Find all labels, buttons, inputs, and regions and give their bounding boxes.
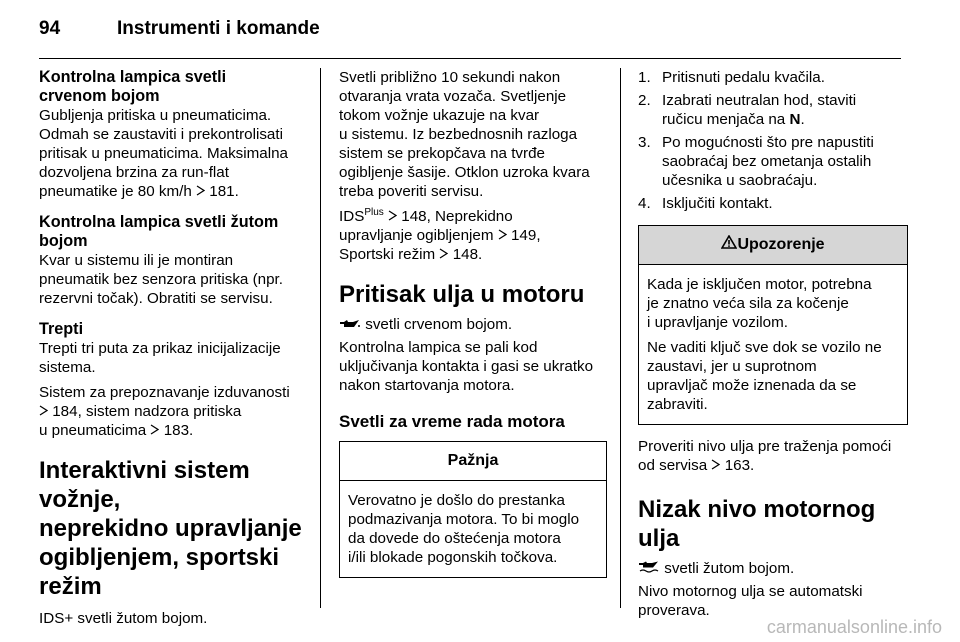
page-ref-link[interactable]: 183. [163, 422, 194, 439]
triangle-ref-icon [439, 248, 448, 259]
heading-interactive-driving: Interaktivni sistem vožnje, neprekidno upravljanje ogibljenjem, sportski režim [39, 457, 302, 600]
notice-body: Verovatno je došlo do prestanka podmazivanja motora. To bi moglo da dovede do oštećenja motora i/ili blokade pogonskih točkova. [348, 492, 580, 566]
page-title: Instrumenti i komande [117, 18, 320, 39]
page-header [39, 18, 320, 40]
paragraph-yellow-lamp: Kvar u sistemu ili je montiran pneumatik bez senzora pritiska (npr. rezervni točak). Obratiti se servisu. [39, 252, 283, 307]
paragraph-deflation-system: Sistem za prepoznavanje izduvanosti 184, sistem nadzora pritiska u pneumaticima 183. [39, 384, 290, 439]
list-item: 4. Isključiti kontakt. [638, 195, 773, 212]
oil-can-icon [339, 319, 361, 329]
warning-box [638, 225, 908, 425]
paragraph-low-oil-info: Nivo motornog ulja se automatski proverava. [638, 583, 863, 619]
list-item: 3. Po mogućnosti što pre napustiti saobraćaj bez ometanja ostalih učesnika u saobraćaju. [638, 134, 874, 189]
paragraph-blinks: Trepti tri puta za prikaz inicijalizacije sistema. [39, 340, 281, 376]
page-number: 94 [39, 18, 61, 39]
page-ref-link[interactable]: 181. [209, 183, 239, 200]
heading-oil-pressure: Pritisak ulja u motoru [339, 281, 585, 308]
watermark: carmanualsonline.info [766, 617, 942, 637]
warning-triangle-icon [721, 235, 737, 249]
page-ref-link[interactable]: 148. [452, 246, 483, 263]
page-ref-link[interactable]: 184, sistem nadzora pritiska [52, 403, 242, 420]
heading-yellow-lamp: Kontrolna lampica svetli žutom bojom [39, 213, 279, 250]
paragraph-check-oil: Proveriti nivo ulja pre traženja pomoći od servisa 163. [638, 438, 892, 474]
paragraph-ids: IDS+ svetli žutom bojom. [39, 610, 208, 627]
warning-body: Kada je isključen motor, potrebna je znatno veća sila za kočenje i upravljanje vozilom. Ne vaditi ključ sve dok se vozilo ne zaustavi, jer u suprotnom upravljač može iznenada da se zabraviti. [647, 276, 882, 413]
steps-list [638, 68, 908, 213]
subheading-engine-running: Svetli za vreme rada motora [339, 412, 565, 431]
heading-low-oil: Nizak nivo motornog ulja [638, 496, 876, 552]
page-ref-link[interactable]: 148, Neprekidno [401, 208, 513, 225]
page-ref-link[interactable]: 163. [724, 457, 755, 474]
column-2 [339, 68, 607, 578]
triangle-ref-icon [388, 210, 397, 221]
triangle-ref-icon [711, 459, 720, 470]
oil-level-icon [638, 561, 660, 573]
paragraph-red-lamp: Gubljenja pritiska u pneumaticima. Odmah se zaustaviti i prekontrolisati pritisak u pneumaticima. Maksimalna dozvoljena brzina za run-flat pneumatike je 80 km/h 181. [39, 107, 288, 200]
column-3 [638, 68, 908, 620]
heading-red-lamp: Kontrolna lampica svetli crvenom bojom [39, 68, 227, 105]
triangle-ref-icon [196, 185, 205, 196]
paragraph-low-oil-lamp: svetli žutom bojom. [638, 559, 908, 578]
notice-title: Pažnja [340, 442, 606, 481]
paragraph-ids-detail: Svetli približno 10 sekundi nakon otvaranja vrata vozača. Svetljenje tokom vožnje ukazuje na kvar u sistemu. Iz bezbednosnih razloga sistem se prekopčava na tvrđe ogibljenje šasije. Otklon uzroka kvara treba poveriti servisu. [339, 69, 590, 200]
column-1 [39, 68, 311, 628]
warning-title: Upozorenje [639, 226, 907, 265]
notice-box [339, 441, 607, 578]
paragraph-ids-plus: $IDS^{Plus}$ 148, Neprekidno upravljanje ogibljenjem 149, Sportski režim 148. [339, 206, 541, 263]
triangle-ref-icon [39, 405, 48, 416]
list-item: 2. Izabrati neutralan hod, staviti ručicu menjača na N. [638, 92, 857, 128]
triangle-ref-icon [498, 229, 507, 240]
heading-blinks: Trepti [39, 320, 84, 338]
triangle-ref-icon [150, 424, 159, 435]
header-rule [39, 58, 901, 59]
page-ref-link[interactable]: 149, [510, 227, 541, 244]
paragraph-oil-pressure-lamp: svetli crvenom bojom. [339, 315, 607, 334]
paragraph-oil-pressure-info: Kontrolna lampica se pali kod uključivanja kontakta i gasi se ukratko nakon startovanja motora. [339, 339, 594, 394]
column-separator-1 [320, 68, 321, 608]
list-item: 1. Pritisnuti pedalu kvačila. [638, 69, 825, 86]
column-separator-2 [620, 68, 621, 608]
